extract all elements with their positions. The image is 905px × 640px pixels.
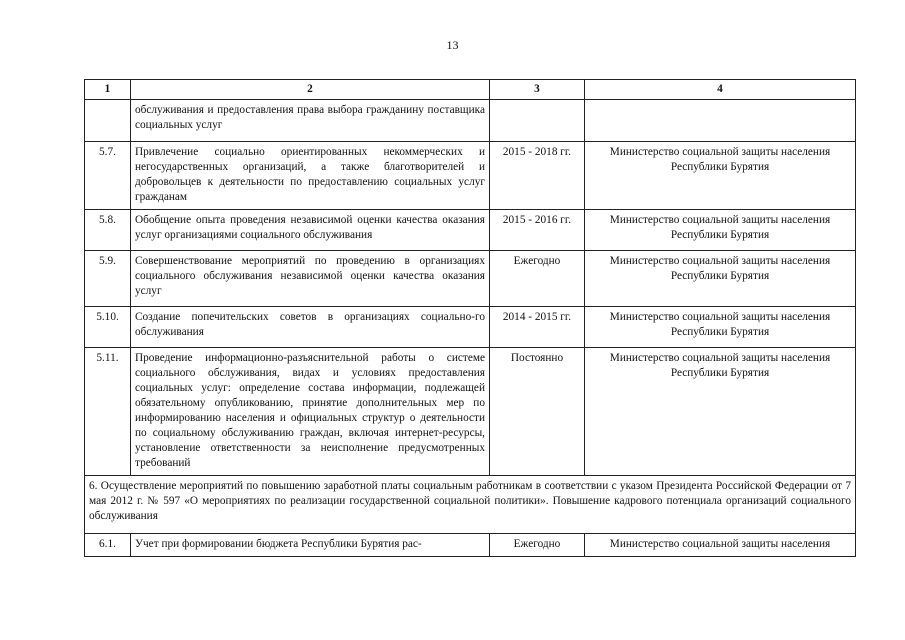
row-number: 5.11. [85, 348, 131, 476]
row-period [490, 100, 585, 142]
row-responsible: Министерство социальной защиты населения Республики Бурятия [585, 251, 856, 307]
header-col-4: 4 [585, 80, 856, 100]
header-col-2: 2 [131, 80, 490, 100]
table-row [85, 534, 856, 557]
row-description: Проведение информационно-разъяснительной работы о системе социального обслуживания, видах и условиях предоставления социальных услуг: определение состава информации, подлежащей обязательному опубликованию, принятие дополнительных мер по информированию населения и официальных структур о деятельности по социальному обслуживанию граждан, включая интернет-ресурсы, установление ответственности за неисполнение предусмотренных требований [131, 348, 490, 476]
row-description: Создание попечительских советов в организациях социально-го обслуживания [131, 307, 490, 348]
row-number: 5.8. [85, 210, 131, 251]
row-description: Учет при формировании бюджета Республики Бурятия рас- [131, 534, 490, 557]
row-period: 2014 - 2015 гг. [490, 307, 585, 348]
row-period: 2015 - 2018 гг. [490, 142, 585, 210]
row-number: 6.1. [85, 534, 131, 557]
row-responsible [585, 100, 856, 142]
row-responsible: Министерство социальной защиты населения [585, 534, 856, 557]
row-number [85, 100, 131, 142]
row-description: Привлечение социально ориентированных некоммерческих и негосударственных организаций, а также благотворителей и добровольцев к деятельности по предоставлению социальных услуг гражданам [131, 142, 490, 210]
table-row [85, 251, 856, 307]
section-6-heading: 6. Осуществление мероприятий по повышению заработной платы социальным работникам в соответствии с указом Президента Российской Федерации от 7 мая 2012 г. № 597 «О мероприятиях по реализации государственной социальной политики». Повышение кадрового потенциала организаций социального обслуживания [85, 476, 856, 534]
table-row [85, 100, 856, 142]
row-description: Обобщение опыта проведения независимой оценки качества оказания услуг организациями социального обслуживания [131, 210, 490, 251]
row-period: 2015 - 2016 гг. [490, 210, 585, 251]
page-number: 13 [446, 38, 459, 52]
row-number: 5.10. [85, 307, 131, 348]
table-header-row [85, 80, 856, 100]
section-row [85, 476, 856, 534]
row-description: Совершенствование мероприятий по проведению в организациях социального обслуживания независимой оценки качества оказания услуг [131, 251, 490, 307]
row-responsible: Министерство социальной защиты населения Республики Бурятия [585, 307, 856, 348]
row-responsible: Министерство социальной защиты населения Республики Бурятия [585, 210, 856, 251]
row-period: Ежегодно [490, 251, 585, 307]
row-responsible: Министерство социальной защиты населения Республики Бурятия [585, 348, 856, 476]
table-row [85, 348, 856, 476]
row-responsible: Министерство социальной защиты населения Республики Бурятия [585, 142, 856, 210]
row-period: Постоянно [490, 348, 585, 476]
row-period: Ежегодно [490, 534, 585, 557]
table-row [85, 307, 856, 348]
table-row [85, 142, 856, 210]
row-number: 5.7. [85, 142, 131, 210]
row-description: обслуживания и предоставления права выбора гражданину поставщика социальных услуг [131, 100, 490, 142]
header-col-1: 1 [85, 80, 131, 100]
row-number: 5.9. [85, 251, 131, 307]
header-col-3: 3 [490, 80, 585, 100]
measures-table [84, 79, 856, 557]
table-row [85, 210, 856, 251]
